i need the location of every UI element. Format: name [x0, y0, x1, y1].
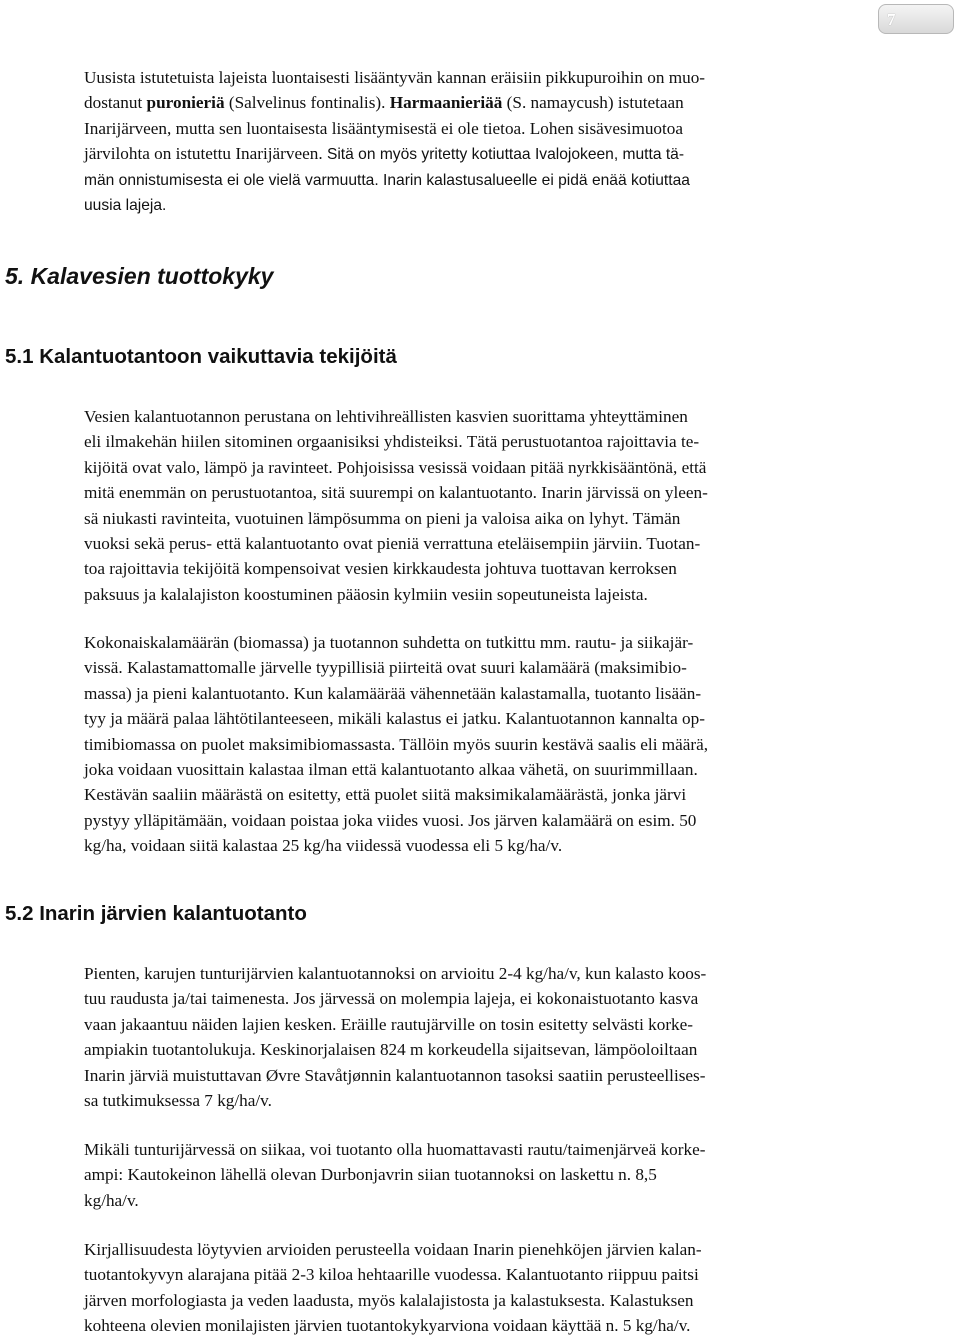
text-line: järven morfologiasta ja veden laadusta, myös kalalajistosta ja kalastuksesta. Kalastuksen [84, 1290, 694, 1310]
intro-line-4-sans: Sitä on myös yritetty kotiuttaa Ivalojokeen, mutta tä- [326, 146, 685, 164]
intro-line-1: Uusista istutetuista lajeista luontaisesti lisääntyvän kannan eräisiin pikkupuroihin on muo- [84, 68, 706, 87]
text-line: vaan jakaantuu näiden lajien kesken. Eräille rautujärville on tosin esitetty selvästi korke- [84, 1014, 693, 1034]
species-puronieria: puronieriä [146, 93, 225, 113]
text-line: kg/ha/v. [84, 1190, 139, 1210]
text-line: joka voidaan vuosittain kalastaa ilman että kalantuotanto alkaa vähetä, on suurimmillaan. [84, 760, 698, 780]
text-line: pystyy ylläpitämään, voidaan poistaa joka viides vuosi. Jos järven kalamäärä on esim. 50 [84, 810, 697, 830]
text-line: tyy ja määrä palaa lähtötilanteeseen, mikäli kalastus ei jatku. Kalantuotannon kannalta op- [84, 709, 705, 729]
text-line: sa tutkimuksessa 7 kg/ha/v. [84, 1091, 272, 1111]
text-line: timibiomassa on puolet maksimibiomassasta. Tällöin myös suurin kestävä saalis eli määrä, [84, 734, 709, 754]
intro-line-2 [84, 90, 884, 115]
text-line: Kokonaiskalamäärän (biomassa) ja tuotannon suhdetta on tutkittu mm. rautu- ja siikajär- [84, 633, 694, 652]
text-line: Kestävän saaliin määrästä on esitetty, että puolet siitä maksimikalamäärästä, jonka järvi [84, 785, 687, 805]
text-line: toa rajoittavia tekijöitä kompensoivat vesien kirkkaudesta johtuva tuottavan kerroksen [84, 559, 677, 579]
text-line: paksuus ja kalalajiston koostuminen pääosin kylmiin vesiin sopeutuneista lajeista. [84, 584, 648, 604]
text-line: Inarin järviä muistuttavan Øvre Stavåtjønnin kalantuotannon tasoksi saatiin perusteellises- [84, 1065, 706, 1085]
text-line: vissä. Kalastamattomalle järvelle tyypillisiä piirteitä ovat suuri kalamäärä (maksimibio- [84, 658, 687, 678]
text-line: ampiakin tuotantolukuja. Keskinorjalaisen 824 m korkeudella sijaitsevan, lämpöoloiltaan [84, 1040, 698, 1060]
intro-line-2-text: (S. namaycush) istutetaan [502, 93, 684, 113]
text-line: eli ilmakehän hiilen sitominen orgaanisiksi yhdisteiksi. Tätä perustuotantoa rajoittavia te- [84, 432, 700, 452]
intro-line-3: Inarijärveen, mutta sen luontaisesta lisääntymisestä ei ole tietoa. Lohen sisävesimuotoa [84, 118, 684, 138]
intro-paragraph [84, 65, 884, 218]
section-5-1-paragraph-2 [84, 630, 884, 859]
text-line: kijöitä ovat valo, lämpö ja ravinteet. Pohjoisissa vesissä voidaan pitää nyrkkisääntönä, että [84, 457, 707, 477]
text-line: ampi: Kautokeinon lähellä olevan Durbonjavrin siian tuotannoksi on laskettu n. 8,5 [84, 1165, 657, 1185]
text-line: mitä enemmän on perustuotantoa, sitä suurempi on kalantuotanto. Inarin järvissä on yleen- [84, 483, 708, 503]
section-5-2-paragraph-2 [84, 1137, 884, 1213]
intro-line-2-text: (Salvelinus fontinalis). [224, 93, 390, 113]
section-5-1-heading: 5.1 Kalantuotantoon vaikuttavia tekijöitä [5, 345, 397, 368]
text-line: massa) ja pieni kalantuotanto. Kun kalamäärää vähennetään kalastamalla, tuotanto lisään- [84, 683, 702, 703]
intro-line-2-text: dostanut [84, 93, 147, 113]
text-line: Mikäli tunturijärvessä on siikaa, voi tuotanto olla huomattavasti rautu/taimenjärveä korke- [84, 1140, 706, 1159]
section-5-2-heading: 5.2 Inarin järvien kalantuotanto [5, 902, 307, 925]
intro-line-6: uusia lajeja. [84, 197, 167, 215]
section-5-heading: 5. Kalavesien tuottokyky [5, 263, 274, 289]
section-5-2-paragraph-3 [84, 1237, 884, 1339]
species-harmaanieria: Harmaanieriää [389, 93, 503, 113]
intro-line-4 [84, 141, 884, 167]
text-line: kohteena olevien monilajisten järvien tuotantokykyarviona voidaan käyttää n. 5 kg/ha/v. [84, 1316, 691, 1336]
text-line: Kirjallisuudesta löytyvien arvioiden perusteella voidaan Inarin pienehköjen järvien kalan- [84, 1240, 702, 1259]
text-line: tuotantokyvyn alarajana pitää 2-3 kiloa hehtaarille vuodessa. Kalantuotanto riippuu paitsi [84, 1265, 699, 1285]
text-line: sä niukasti ravinteita, vuotuinen lämpösumma on pieni ja valoisa aika on lyhyt. Tämän [84, 508, 681, 528]
intro-line-5: män onnistumisesta ei ole vielä varmuutta. Inarin kalastusalueelle ei pidä enää kotiuttaa [84, 171, 690, 189]
text-line: Vesien kalantuotannon perustana on lehtivihreällisten kasvien suorittama yhteyttäminen [84, 407, 688, 426]
intro-line-4-text: järvilohta on istutettu Inarijärveen. [84, 144, 323, 164]
page-number-badge: 7 [878, 4, 954, 34]
text-line: tuu raudusta ja/tai taimenesta. Jos järvessä on molempia lajeja, ei kokonaistuotanto kasva [84, 989, 699, 1009]
section-5-1-paragraph-1 [84, 404, 884, 607]
text-line: vuoksi sekä perus- että kalantuotanto ovat pieniä verrattuna eteläisempiin järviin. Tuotan- [84, 534, 701, 554]
section-5-2-paragraph-1 [84, 961, 884, 1113]
text-line: kg/ha, voidaan siitä kalastaa 25 kg/ha viidessä vuodessa eli 5 kg/ha/v. [84, 836, 563, 856]
text-line: Pienten, karujen tunturijärvien kalantuotannoksi on arvioitu 2-4 kg/ha/v, kun kalasto koos- [84, 964, 707, 983]
